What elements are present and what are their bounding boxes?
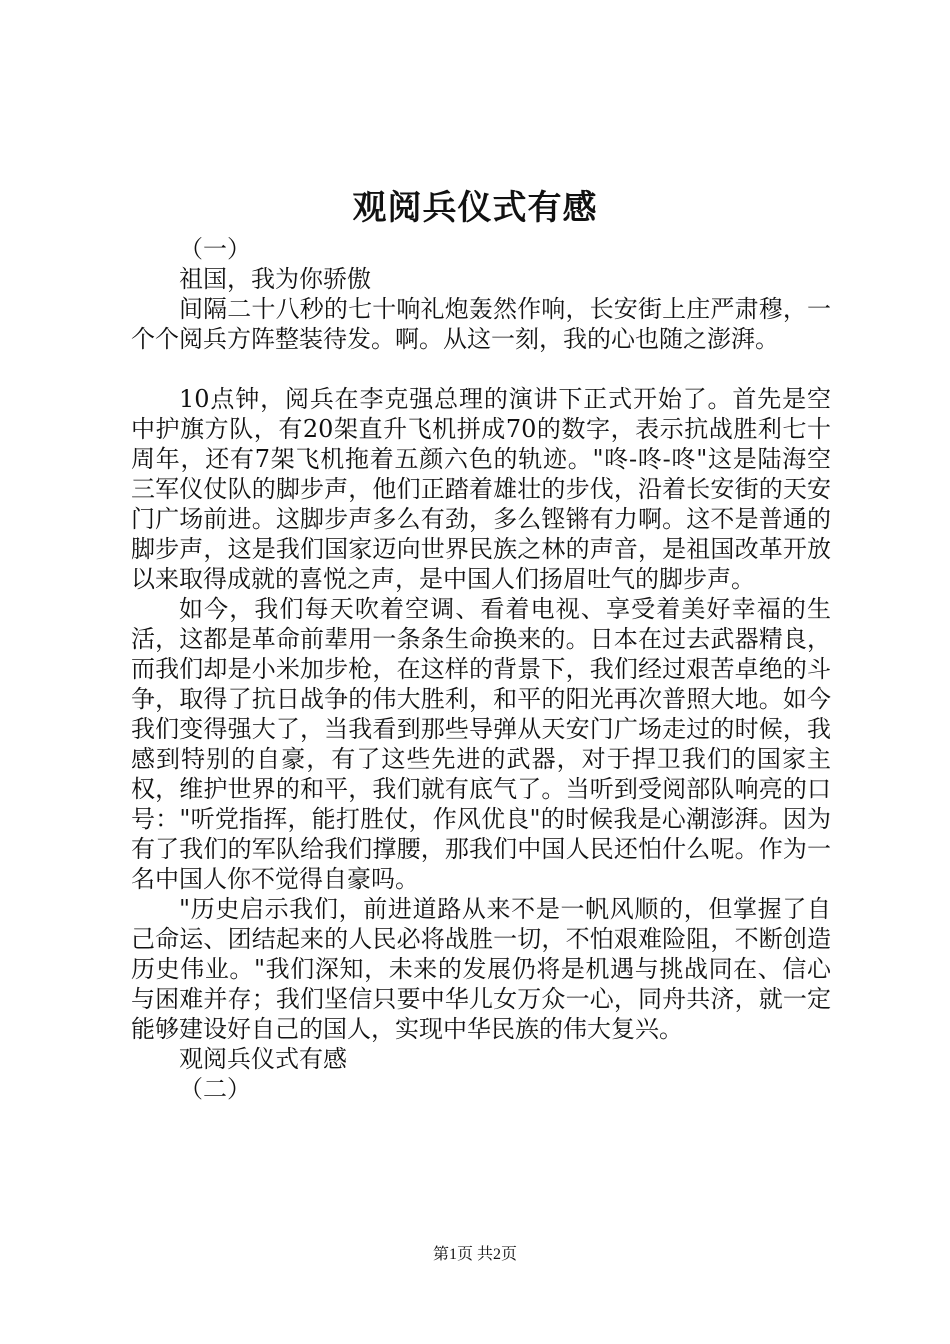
- document-body: [131, 234, 831, 1104]
- section-marker: （一）: [179, 235, 251, 263]
- paragraph-spacer: [131, 354, 831, 384]
- page-number: 第1页 共2页: [432, 1246, 517, 1263]
- paragraph: "历史启示我们，前进道路从来不是一帆风顺的，但掌握了自己命运、团结起来的人民必将战胜一切，不怕艰难险阻，不断创造历史伟业。"我们深知，未来的发展仍将是机遇与挑战同在、信心与困难并存；我们坚信只要中华儿女万众一心，同舟共济，就一定能够建设好自己的国人，实现中华民族的伟大复兴。: [131, 895, 831, 1043]
- document-title: 观阅兵仪式有感: [352, 188, 598, 228]
- paragraph: 10点钟，阅兵在李克强总理的演讲下正式开始了。首先是空中护旗方队，有20架直升飞机拼成70的数字，表示抗战胜利七十周年，还有7架飞机拖着五颜六色的轨迹。"咚-咚-咚"这是陆海空三军仪仗队的脚步声，他们正踏着雄壮的步伐，沿着长安街的天安门广场前进。这脚步声多么有劲，多么铿锵有力啊。这不是普通的脚步声，这是我们国家迈向世界民族之林的声音，是祖国改革开放以来取得成就的喜悦之声，是中国人们扬眉吐气的脚步声。: [131, 385, 831, 593]
- paragraph: 如今，我们每天吹着空调、看着电视、享受着美好幸福的生活，这都是革命前辈用一条条生命换来的。日本在过去武器精良，而我们却是小米加步枪，在这样的背景下，我们经过艰苦卓绝的斗争，取得了抗日战争的伟大胜利，和平的阳光再次普照大地。如今我们变得强大了，当我看到那些导弹从天安门广场走过的时候，我感到特别的自豪，有了这些先进的武器，对于捍卫我们的国家主权，维护世界的和平，我们就有底气了。当听到受阅部队响亮的口号："听党指挥，能打胜仗，作风优良"的时候我是心潮澎湃。因为有了我们的军队给我们撑腰，那我们中国人民还怕什么呢。作为一名中国人你不觉得自豪吗。: [131, 595, 831, 893]
- section-heading: 观阅兵仪式有感: [179, 1045, 347, 1073]
- section-marker: （二）: [179, 1075, 251, 1103]
- section-heading: 祖国，我为你骄傲: [179, 265, 371, 293]
- paragraph: 间隔二十八秒的七十响礼炮轰然作响，长安街上庄严肃穆，一个个阅兵方阵整装待发。啊。从这一刻，我的心也随之澎湃。: [131, 295, 831, 353]
